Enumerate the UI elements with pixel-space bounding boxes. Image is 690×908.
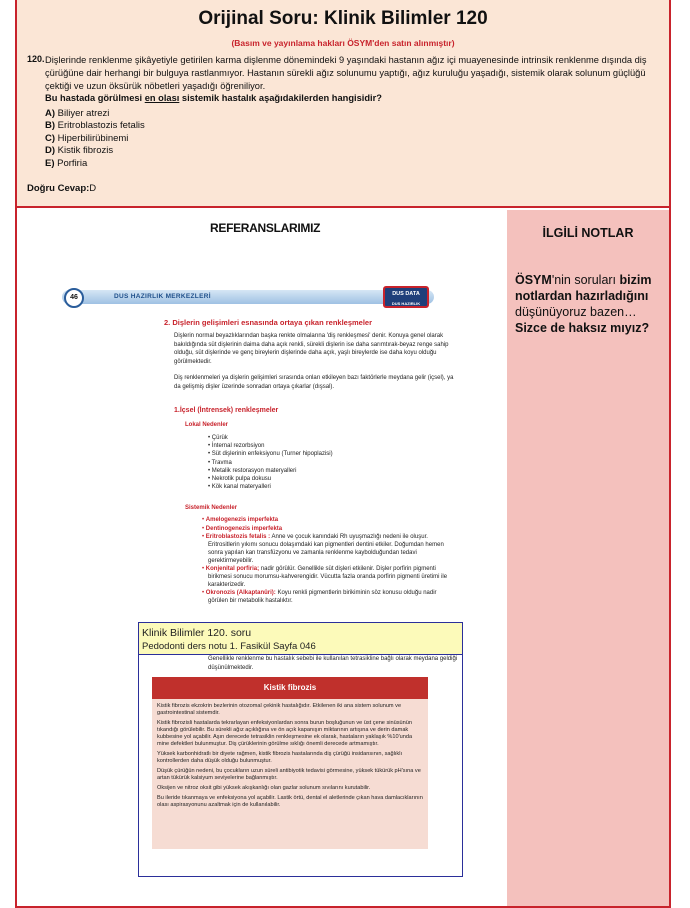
scan-paragraph-2: Diş renklenmeleri ya dişlerin gelişimleri sırasında onları etkileyen bazı faktörlerle meydana gelir (içsel), ya da gelişmiş dişler üzerinde sonradan ortaya çıkarlar (dışsal). xyxy=(174,375,454,390)
scan-header-text: DUS HAZIRLIK MERKEZLERİ xyxy=(114,293,211,300)
list-item: • Travma xyxy=(208,459,333,467)
correct-answer: Doğru Cevap:D xyxy=(27,183,97,194)
callout-source-ref: Pedodonti ders notu 1. Fasikül Sayfa 046 xyxy=(142,641,316,652)
dusdata-logo: DUS DATA DUS HAZIRLIK MERKEZLERİ xyxy=(383,286,429,308)
list-item: • Süt dişlerinin enfeksiyonu (Turner hipoplazisi) xyxy=(208,450,333,458)
page-title: Orijinal Soru: Klinik Bilimler 120 xyxy=(198,8,488,29)
answer-options xyxy=(45,108,145,170)
question-text xyxy=(45,54,657,105)
kistik-fibrozis-box xyxy=(152,699,428,849)
notes-title: İLGİLİ NOTLAR xyxy=(542,226,634,240)
copyright-notice: (Basım ve yayınlama hakları ÖSYM'den satın alınmıştır) xyxy=(231,38,455,48)
callout-question-ref: Klinik Bilimler 120. soru xyxy=(142,627,252,639)
list-item: • Dentinogenezis imperfekta xyxy=(208,526,458,534)
kistik-fibrozis-title: Kistik fibrozis xyxy=(152,677,428,699)
scan-page-number: 46 xyxy=(64,288,84,308)
notes-text: ÖSYM'nin soruları bizim notlardan hazırladığını düşünüyoruz bazen… Sizce de haksız mıyız? xyxy=(515,273,652,335)
question-prompt: Bu hastada görülmesi en olası sistemik hastalık aşağıdakilerden hangisidir? xyxy=(45,93,382,104)
scan-after-popup-text: Genellikle renklenme bu hastalık sebebi ile kullanılan tetrasikline bağlı olarak meydana geldiği düşünülmektedir. xyxy=(208,656,458,671)
list-item: • Metalik restorasyon materyalleri xyxy=(208,467,333,475)
references-title: REFERANSLARIMIZ xyxy=(210,221,321,235)
list-item: • Okronozis (Alkaptanüri): Koyu renkli pigmentlerin birikiminin söz konusu olduğu nadir görülen bir metabolik hastalıktır. xyxy=(208,590,458,605)
question-panel xyxy=(17,0,669,208)
kf-paragraph: Yüksek karbonhidratlı bir diyete rağmen, kistik fibrozis hastalarında diş çürüğü insidansının, sağlıklı kontrollerden daha düşük olduğu bulunmuştur. xyxy=(157,751,403,764)
option-c: C) Hiperbilirübinemi xyxy=(45,132,129,144)
notes-panel xyxy=(507,210,669,906)
kf-paragraph: Kistik fibrozisli hastalarda tekrarlayan enfeksiyonlardan sonra burun boşluğunun ve üst çene sinüsünün tıkandığı görülebilir. Bu sürekli ağız açıklığına ve ön açık kapanışın miktarının artışına ve derin damak kubbesine yol açabilir. Aşırı derecede tetrasiklin renkleşmesine ek olarak, hastaların yaklaşık %10'unda mine defektleri bulunmuştur. Diş çürüklerinin görülme sıklığı önemli derecede artmamıştır. xyxy=(157,720,413,747)
question-stem: Dişlerinde renklenme şikâyetiyle getirilen karma dişlenme dönemindeki 9 yaşındaki hastanın ağız içi muayenesinde intrinsik renklenme dışında diş çürüğüne dair herhangi bir bulguya rastlanmıyor. Hastanın sürekli ağız solunumu yaptığı, ağız kuruluğu yaşadığı, sistemik olarak solunum güçlüğü çektiği ve uzun öksürük nöbetleri yaşadığı öğreniliyor. xyxy=(45,55,647,91)
scan-subsection-title: 1.İçsel (İntrensek) renkleşmeler xyxy=(174,407,279,414)
option-a: A) Biliyer atrezi xyxy=(45,108,110,119)
list-item: • İnternal rezorbsiyon xyxy=(208,442,333,450)
scan-local-list xyxy=(208,434,333,491)
list-item: • Eritroblastozis fetalis : Anne ve çocuk kanındaki Rh uyuşmazlığı nedeni ile oluşur. Eritrositlerin yıkımı sonucu dolaşımdaki kan pigmentleri dentini etkiler. Doğumdan hemen sonra yapılan kan transfüzyonu ve zamanla renklenme kaybolduğundan tedavi gerektirmeyebilir. xyxy=(208,534,458,565)
list-item: • Konjenital porfiria; nadir görülür. Genellikle süt dişleri etkilenir. Dişler porfirin pigmenti birikmesi sonucu morumsu-kahverengidir. Vücutta fazla oranda porfirin pigmenti üretimi ile karakterizedir. xyxy=(208,566,458,589)
list-item: • Çürük xyxy=(208,434,333,442)
scan-systemic-list xyxy=(205,517,458,607)
scan-local-title: Lokal Nedenler xyxy=(185,422,229,428)
list-item: • Nekrotik pulpa dokusu xyxy=(208,475,333,483)
question-number: 120. xyxy=(27,54,45,64)
kf-paragraph: Düşük çürüğün nedeni, bu çocukların uzun süreli antibiyotik tedavisi görmesine, yüksek tükürük pH'sına ve artan tükürük kalsiyum seviyelerine bağlanmıştır. xyxy=(157,768,421,781)
list-item: • Kök kanal materyalleri xyxy=(208,483,333,491)
list-item: • Amelogenezis imperfekta xyxy=(208,517,458,525)
option-d: D) Kistik fibrozis xyxy=(45,145,114,157)
scan-systemic-title: Sistemik Nedenler xyxy=(185,505,238,511)
kf-paragraph: Kistik fibrozis ekzokrin bezlerinin otozomal çekinik hastalığıdır. Etkilenen iki ana sistem solunum ve gastrointestinal sistemdir. xyxy=(157,703,402,716)
kf-paragraph: Bu ileride tıkanmaya ve enfeksiyona yol açabilir. Lastik örtü, dental el aletlerinde çıkan hava damlacıklarının olası aspirasyonunu azaltmak için de kullanılabilir. xyxy=(157,795,423,808)
scan-paragraph-1: Dişlerin normal beyazlıklarından başka renkte olmalarına 'diş renkleşmesi' denir. Konuya genel olarak bakıldığında süt dişlerinin daima daha açık renkli, sürekli dişlerin ise daha sarımtırak-beyaz renge sahip olduğu, süt dişlerinde ve genç bireylerin dişlerinde daha açık, yaşlı bireylerde ise daha koyu olduğu görülmektedir. xyxy=(174,333,449,365)
reference-page-scan xyxy=(22,262,504,906)
scan-section-title: 2. Dişlerin gelişimleri esnasında ortaya çıkan renkleşmeler xyxy=(164,318,373,327)
source-callout xyxy=(138,622,463,655)
kf-paragraph: Oksijen ve nitroz oksit gibi yüksek akışkanlığı olan gazlar solunum sıvılarını kurutabilir. xyxy=(157,785,371,791)
option-e: E) Porfiria xyxy=(45,157,88,169)
option-b: B) Eritroblastozis fetalis xyxy=(45,120,145,132)
